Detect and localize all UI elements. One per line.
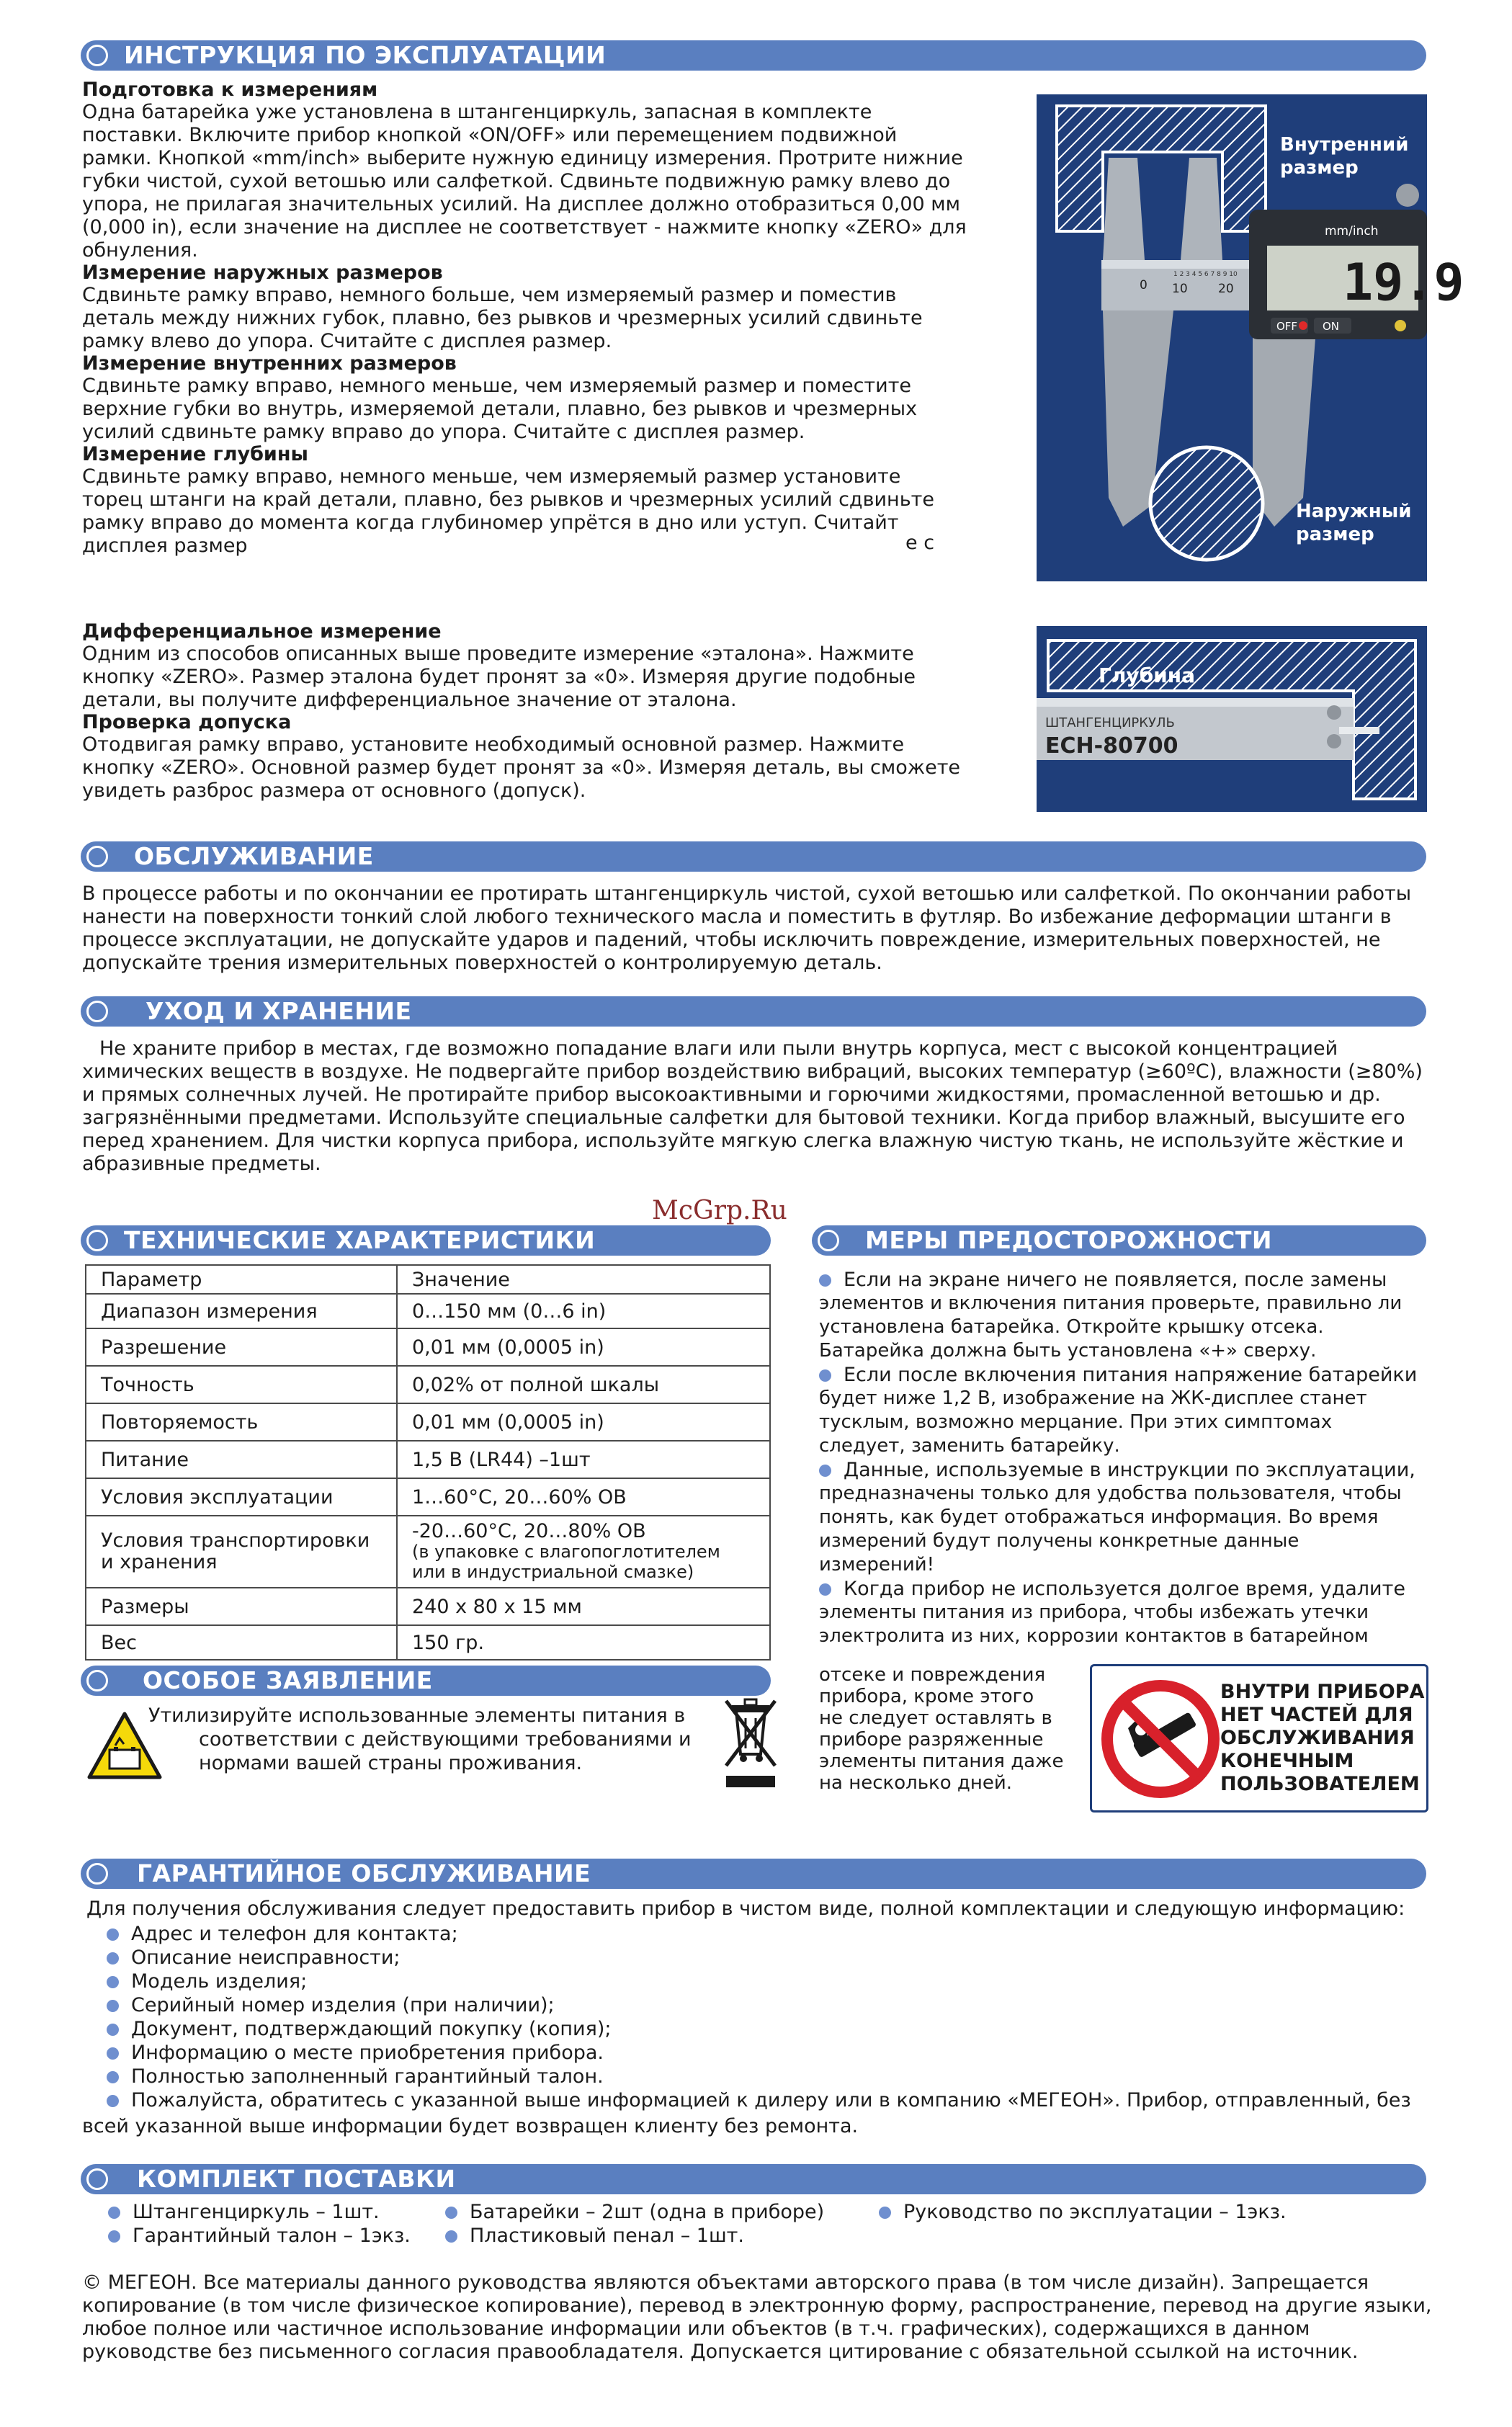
section-title: ОСОБОЕ ЗАЯВЛЕНИЕ	[143, 1666, 433, 1694]
list-item: Документ, подтверждающий покупку (копия);	[107, 2017, 1432, 2041]
precaution-item	[819, 1577, 1428, 1601]
value-cell: 0,01 мм (0,0005 in)	[397, 1328, 770, 1366]
text-line: соответствии с действующими требованиями и	[199, 1728, 692, 1751]
text-line: элементов и включения питания проверьте, правильно ли	[819, 1292, 1403, 1314]
caliper-photo	[1037, 94, 1464, 581]
text-line: © МЕГЕОН. Все материалы данного руководства являются объектами авторского права (в том числе дизайн). Запрещается	[82, 2271, 1369, 2294]
precautions-text	[819, 1268, 1428, 1648]
diff-title: Дифференциальное измерение	[82, 620, 442, 643]
precautions-tail	[819, 1664, 1093, 1794]
section-title: ГАРАНТИЙНОЕ ОБСЛУЖИВАНИЕ	[137, 1859, 591, 1887]
text-line: не следует оставлять в	[819, 1707, 1052, 1729]
text-line: допускайте трения измерительных поверхностей о контролируемую деталь.	[82, 952, 882, 974]
prohibited-icon	[1099, 1678, 1222, 1800]
section-header-special	[81, 1666, 771, 1696]
text-line: копирование (в том числе физическое копирование), перевод в электронную форму, распространение, перевод на другие языки,	[82, 2294, 1432, 2317]
special-text	[148, 1704, 725, 1775]
text-line: измерений!	[819, 1554, 935, 1575]
list-item: Полностью заполненный гарантийный талон.	[107, 2065, 1432, 2088]
kit-col-1	[108, 2200, 432, 2248]
bullet-icon	[86, 1863, 108, 1885]
text-line: абразивные предметы.	[82, 1153, 321, 1175]
param-cell: Вес	[86, 1625, 397, 1660]
list-item: Руководство по эксплуатации – 1экз.	[879, 2200, 1383, 2224]
table-header-row	[86, 1265, 770, 1294]
param-cell	[86, 1516, 397, 1588]
watermark: McGrp.Ru	[652, 1196, 787, 1225]
precaution-item	[819, 1363, 1428, 1387]
depth-label: Глубина	[1099, 663, 1196, 687]
text-line: Утилизируйте использованные элементы питания в	[148, 1704, 686, 1727]
text-line: на несколько дней.	[819, 1772, 1013, 1794]
text-line: загрязнёнными предметами. Используйте специальные салфетки для бытовой техники. Когда прибор влажный, высушите его	[82, 1107, 1405, 1129]
list-item: Информацию о месте приобретения прибора.	[107, 2041, 1432, 2065]
depth-photo	[1037, 626, 1427, 812]
bullet-icon	[86, 45, 108, 66]
table-header-cell: Параметр	[86, 1265, 397, 1294]
text-line: Одним из способов описанных выше проведите измерение «эталона». Нажмите	[82, 643, 914, 665]
text-line: руководстве без письменного согласия правообладателя. Допускается цитирование с обязательной ссылкой на источник.	[82, 2341, 1359, 2363]
list-item: Штангенциркуль – 1шт.	[108, 2200, 432, 2224]
list-item: Описание неисправности;	[107, 1946, 1432, 1970]
text-line: Если на экране ничего не появляется, после замены	[844, 1269, 1387, 1291]
text-line: торец штанги на край детали, плавно, без рывков и чрезмерных усилий сдвиньте	[82, 488, 934, 511]
text-line: Отодвигая рамку вправо, установите необходимый основной размер. Нажмите	[82, 733, 905, 756]
table-row	[86, 1588, 770, 1625]
section-header-care	[81, 996, 1426, 1027]
no-service-badge	[1090, 1664, 1428, 1813]
text-line: приборе разряженные	[819, 1729, 1044, 1751]
section-header-kit	[81, 2164, 1426, 2194]
text-line: нанести на поверхности тонкий слой любого технического масла и поместить в футляр. Во избежание деформации штанги в	[82, 906, 1392, 928]
care-text	[82, 1037, 1429, 1176]
text-line: и прямых солнечных лучей. Не протирайте прибор высокоактивными и горючими жидкостями, промасленной ветошью и др.	[82, 1083, 1381, 1106]
param-cell: Точность	[86, 1366, 397, 1403]
text-line: предназначены только для удобства пользователя, чтобы	[819, 1483, 1402, 1504]
list-item: Гарантийный талон – 1экз.	[108, 2224, 432, 2248]
text-line: рамку влево до упора. Считайте с дисплея размер.	[82, 330, 612, 352]
scale-0: 0	[1140, 278, 1148, 292]
section-title: ИНСТРУКЦИЯ ПО ЭКСПЛУАТАЦИИ	[124, 41, 607, 69]
inner-title: Измерение внутренних размеров	[82, 352, 457, 375]
text-line: дисплея размер	[82, 535, 248, 557]
text-line: Если после включения питания напряжение батарейки	[844, 1364, 1418, 1386]
value-cell	[397, 1516, 770, 1588]
off-button: OFF	[1276, 320, 1298, 333]
text-line: кнопку «ZERO». Размер эталона будет пронят за «0». Измеряя другие подобные	[82, 666, 916, 688]
table-row	[86, 1478, 770, 1516]
section-title: ОБСЛУЖИВАНИЕ	[134, 842, 374, 870]
text-line: будет ниже 1,2 В, изображение на ЖК-дисплее станет	[819, 1387, 1367, 1409]
bullet-icon	[86, 846, 108, 867]
text-line: поставки. Включите прибор кнопкой «ON/OFF» или перемещением подвижной	[82, 124, 898, 146]
text-line: прибора, кроме этого	[819, 1686, 1034, 1707]
outer-size-label-2: размер	[1296, 524, 1374, 545]
value-line: или в индустриальной смазке)	[412, 1562, 694, 1582]
text-line: упора, не прилагая значительных усилий. На дисплее должно отобразиться 0,00 мм	[82, 193, 961, 215]
tolerance-title: Проверка допуска	[82, 711, 292, 733]
brand-text: ШТАНГЕНЦИРКУЛЬ	[1045, 715, 1175, 730]
section-header-warranty	[81, 1859, 1426, 1889]
text-line: обнуления.	[82, 239, 198, 262]
inner-size-label-2: размер	[1280, 157, 1359, 179]
text-line: нормами вашей страны проживания.	[199, 1752, 583, 1774]
text-line: любое полное или частичное использование информации или объектов (в т.ч. графических), содержащихся в данном	[82, 2318, 1310, 2340]
text-line: усилий сдвиньте рамку вправо до упора. Считайте с дисплея размер.	[82, 421, 805, 443]
bullet-icon	[86, 1001, 108, 1022]
section-title: УХОД И ХРАНЕНИЕ	[146, 997, 412, 1025]
bullet-icon	[86, 1670, 108, 1691]
text-line: тусклым, возможно мерцание. При этих симптомах	[819, 1411, 1333, 1433]
vernier-scale: 1 2 3 4 5 6 7 8 9 10	[1173, 271, 1238, 278]
text-line: процессе эксплуатации, не допускайте ударов и падений, чтобы исключить повреждение, измерительных поверхностей, не	[82, 929, 1381, 951]
display-unit: mm/inch	[1325, 224, 1379, 238]
outer-size-label: Наружный	[1296, 501, 1412, 522]
table-row	[86, 1516, 770, 1588]
text-line: отсеке и повреждения	[819, 1664, 1046, 1686]
section-title: ТЕХНИЧЕСКИЕ ХАРАКТЕРИСТИКИ	[124, 1226, 596, 1254]
text-line: детали, вы получите дифференциальное значение от эталона.	[82, 689, 737, 711]
badge-line: ВНУТРИ ПРИБОРА	[1220, 1681, 1425, 1703]
outer-title: Измерение наружных размеров	[82, 262, 443, 284]
list-item: Адрес и телефон для контакта;	[107, 1922, 1432, 1946]
value-cell: 0,02% от полной шкалы	[397, 1366, 770, 1403]
depth-tail: е с	[905, 532, 935, 554]
kit-col-2	[445, 2200, 863, 2248]
warranty-intro: Для получения обслуживания следует предоставить прибор в чистом виде, полной комплектации и следующую информацию:	[86, 1898, 1405, 1920]
inner-size-label: Внутренний	[1280, 134, 1409, 156]
param-cell: Питание	[86, 1441, 397, 1478]
list-item: Пожалуйста, обратитесь с указанной выше информацией к дилеру или в компанию «МЕГЕОН». Прибор, отправленный, без	[107, 2088, 1432, 2112]
warranty-list	[107, 1922, 1432, 2112]
service-text	[82, 882, 1429, 975]
scale-20: 20	[1218, 282, 1234, 296]
precaution-item	[819, 1268, 1428, 1292]
section-header-operation	[81, 40, 1426, 71]
operation-text-2	[82, 621, 990, 803]
param-cell: Повторяемость	[86, 1403, 397, 1441]
text-line: перед хранением. Для чистки корпуса прибора, используйте мягкую слегка влажную чистую ткань, не используйте жёсткие и	[82, 1130, 1404, 1152]
text-line: рамку вправо до момента когда глубиномер упрётся в дно или уступ. Считайт	[82, 511, 899, 534]
param-cell: Диапазон измерения	[86, 1294, 397, 1328]
text-line: Сдвиньте рамку вправо, немного больше, чем измеряемый размер и поместив	[82, 284, 897, 306]
text-line: В процессе работы и по окончании ее протирать штангенциркуль чистой, сухой ветошью или салфеткой. По окончании работы	[82, 882, 1412, 905]
model-text: ЕСН-80700	[1045, 733, 1178, 759]
text-line: установлена батарейка. Откройте крышку отсека.	[819, 1316, 1324, 1338]
table-row	[86, 1403, 770, 1441]
text-line: Батарейка должна быть установлена «+» сверху.	[819, 1340, 1317, 1362]
text-line: (0,000 in), если значение на дисплее не соответствует - нажмите кнопку «ZERO» для	[82, 216, 967, 238]
on-button: ON	[1323, 320, 1340, 333]
value-line: -20…60°С, 20…80% ОВ	[412, 1520, 646, 1542]
text-line: Одна батарейка уже установлена в штангенциркуль, запасная в комплекте	[82, 101, 872, 123]
text-line: измерений будут получены конкретные данные	[819, 1530, 1299, 1552]
section-header-specs	[81, 1225, 771, 1256]
weee-bin-icon	[722, 1697, 779, 1792]
text-line: кнопку «ZERO». Основной размер будет пронят за «0». Измеряя деталь, вы сможете	[82, 756, 961, 779]
text-line: верхние губки во внутрь, измеряемой детали, плавно, без рывков и чрезмерных	[82, 398, 918, 420]
badge-line: НЕТ ЧАСТЕЙ ДЛЯ	[1220, 1704, 1413, 1726]
copyright	[82, 2271, 1432, 2364]
text-line: Когда прибор не используется долгое время, удалите	[844, 1578, 1405, 1600]
table-row	[86, 1625, 770, 1660]
value-cell: 150 гр.	[397, 1625, 770, 1660]
list-item: Серийный номер изделия (при наличии);	[107, 1993, 1432, 2017]
badge-line: ПОЛЬЗОВАТЕЛЕМ	[1220, 1773, 1420, 1795]
text-line: Данные, используемые в инструкции по эксплуатации,	[844, 1459, 1415, 1481]
text-line: понять, как будет отображаться информация. Во время	[819, 1506, 1379, 1528]
text-line: губки чистой, сухой ветошью или салфеткой. Сдвиньте подвижную рамку влево до	[82, 170, 951, 192]
badge-text	[1220, 1681, 1424, 1796]
prep-title: Подготовка к измерениям	[82, 79, 378, 101]
section-title: МЕРЫ ПРЕДОСТОРОЖНОСТИ	[865, 1226, 1272, 1254]
section-header-precautions	[812, 1225, 1426, 1256]
text-line: Не храните прибор в местах, где возможно попадание влаги или пыли внутрь корпуса, мест с высокой концентрацией	[99, 1037, 1338, 1060]
text-line: химических веществ в воздухе. Не подвергайте прибор воздействию вибраций, высоких температур (≥60ºC), влажности (≥80%)	[82, 1060, 1423, 1083]
list-item: Модель изделия;	[107, 1970, 1432, 1993]
table-row	[86, 1328, 770, 1366]
list-item: Батарейки – 2шт (одна в приборе)	[445, 2200, 863, 2224]
scale-10: 10	[1172, 282, 1188, 296]
param-cell: Размеры	[86, 1588, 397, 1625]
display-value: 19.9	[1343, 253, 1464, 312]
warranty-note-2: всей указанной выше информации будет возвращен клиенту без ремонта.	[82, 2115, 859, 2137]
param-line: Условия транспортировки	[101, 1529, 370, 1552]
value-cell: 0…150 мм (0…6 in)	[397, 1294, 770, 1328]
table-row	[86, 1294, 770, 1328]
operation-text	[82, 79, 990, 558]
text-line: Сдвиньте рамку вправо, немного меньше, чем измеряемый размер установите	[82, 465, 901, 488]
param-line: и хранения	[101, 1551, 218, 1573]
text-line: увидеть разброс размера от основного (допуск).	[82, 779, 586, 802]
param-cell: Условия эксплуатации	[86, 1478, 397, 1516]
list-item: Пластиковый пенал – 1шт.	[445, 2224, 863, 2248]
text-line: электролита из них, коррозии контактов в батарейном	[819, 1625, 1369, 1647]
text-line: следует, заменить батарейку.	[819, 1435, 1120, 1457]
value-cell: 0,01 мм (0,0005 in)	[397, 1403, 770, 1441]
text-line: Сдвиньте рамку вправо, немного меньше, чем измеряемый размер и поместите	[82, 375, 912, 397]
bullet-icon	[86, 2168, 108, 2190]
badge-line: ОБСЛУЖИВАНИЯ	[1220, 1727, 1415, 1749]
text-line: элементы питания даже	[819, 1751, 1064, 1772]
table-header-cell: Значение	[397, 1265, 770, 1294]
specs-table	[85, 1264, 771, 1661]
depth-title: Измерение глубины	[82, 443, 308, 465]
param-cell: Разрешение	[86, 1328, 397, 1366]
kit-col-3	[879, 2200, 1383, 2224]
section-title: КОМПЛЕКТ ПОСТАВКИ	[137, 2165, 456, 2193]
section-header-service	[81, 841, 1426, 872]
badge-line: КОНЕЧНЫМ	[1220, 1750, 1354, 1772]
table-row	[86, 1366, 770, 1403]
table-row	[86, 1441, 770, 1478]
text-line: элементы питания из прибора, чтобы избежать утечки	[819, 1601, 1369, 1623]
bullet-icon	[86, 1230, 108, 1251]
value-cell: 1,5 В (LR44) –1шт	[397, 1441, 770, 1478]
precaution-item	[819, 1458, 1428, 1482]
value-cell: 240 x 80 x 15 мм	[397, 1588, 770, 1625]
bullet-icon	[818, 1230, 839, 1251]
text-line: деталь между нижних губок, плавно, без рывков и чрезмерных усилий сдвиньте	[82, 307, 923, 329]
value-cell: 1…60°С, 20…60% ОВ	[397, 1478, 770, 1516]
value-line: (в упаковке с влагопоглотителем	[412, 1542, 720, 1562]
text-line: рамки. Кнопкой «mm/inch» выберите нужную единицу измерения. Протрите нижние	[82, 147, 963, 169]
